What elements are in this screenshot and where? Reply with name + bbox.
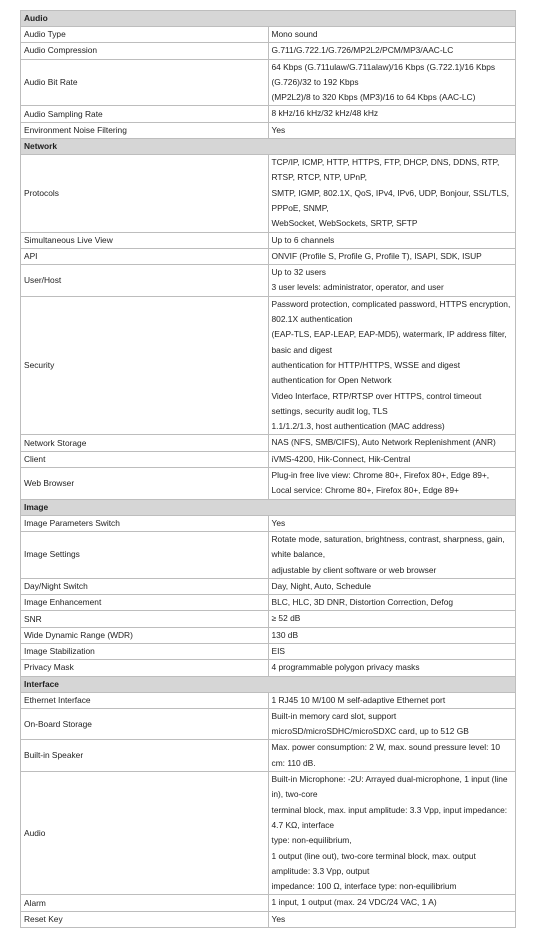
section-title: Audio	[21, 11, 516, 27]
spec-row	[21, 27, 516, 43]
spec-value-line: 8 kHz/16 kHz/32 kHz/48 kHz	[271, 108, 379, 119]
spec-label: User/Host	[21, 265, 269, 297]
spec-value	[268, 660, 516, 676]
spec-value	[268, 265, 516, 297]
specification-table	[20, 10, 516, 928]
spec-value	[268, 643, 516, 659]
spec-label: Client	[21, 451, 269, 467]
spec-row	[21, 468, 516, 500]
section-header	[21, 139, 516, 155]
spec-value-line: SMTP, IGMP, 802.1X, QoS, IPv4, IPv6, UDP, Bonjour, SSL/TLS, PPPoE, SNMP,	[271, 187, 509, 213]
spec-value-line: (EAP-TLS, EAP-LEAP, EAP-MD5), watermark, IP address filter, basic and digest	[271, 329, 507, 355]
spec-value-line: Mono sound	[271, 29, 318, 39]
spec-value-line: ONVIF (Profile S, Profile G, Profile T), ISAPI, SDK, ISUP	[271, 250, 482, 261]
spec-value	[268, 43, 516, 59]
spec-value	[268, 531, 516, 578]
spec-label: Simultaneous Live View	[21, 232, 269, 248]
spec-value-line: EIS	[271, 645, 285, 656]
spec-label: Audio Sampling Rate	[21, 106, 269, 122]
spec-value	[268, 708, 516, 740]
spec-value-line: 130 dB	[271, 629, 299, 640]
spec-value-line: Local service: Chrome 80+, Firefox 80+, Edge 89+	[271, 485, 459, 496]
spec-value-line: Yes	[271, 124, 286, 135]
spec-label: Protocols	[21, 155, 269, 232]
spec-row	[21, 708, 516, 740]
spec-label: API	[21, 248, 269, 264]
spec-value-line: Video Interface, RTP/RTSP over HTTPS, control timeout settings, security audit log, TLS	[271, 390, 482, 416]
spec-value	[268, 296, 516, 435]
spec-value-line: Up to 32 users	[271, 267, 326, 278]
spec-label: Security	[21, 296, 269, 435]
spec-row	[21, 515, 516, 531]
section-header	[21, 676, 516, 692]
spec-value-line: Built-in memory card slot, support microSD/microSDHC/microSDXC card, up to 512 GB	[271, 710, 469, 737]
spec-row	[21, 59, 516, 106]
spec-label: Image Enhancement	[21, 595, 269, 611]
spec-value-line: Yes	[271, 517, 286, 528]
spec-row	[21, 531, 516, 578]
spec-row	[21, 435, 516, 451]
spec-value	[268, 611, 516, 627]
spec-value	[268, 155, 516, 232]
spec-label: Network Storage	[21, 435, 269, 451]
spec-value	[268, 451, 516, 467]
spec-row	[21, 595, 516, 611]
spec-row	[21, 611, 516, 627]
spec-row	[21, 643, 516, 659]
spec-value-line: BLC, HLC, 3D DNR, Distortion Correction, Defog	[271, 597, 454, 608]
spec-row	[21, 106, 516, 122]
spec-value-line: Built-in Microphone: -2U: Arrayed dual-microphone, 1 input (line in), two-core	[271, 774, 508, 800]
spec-row	[21, 740, 516, 772]
spec-value	[268, 595, 516, 611]
spec-value	[268, 740, 516, 772]
spec-value-line: terminal block, max. input amplitude: 3.3 Vpp, input impedance: 4.7 KΩ, interface	[271, 804, 508, 830]
spec-value-line: Plug-in free live view: Chrome 80+, Firefox 80+, Edge 89+,	[271, 470, 490, 481]
spec-row	[21, 895, 516, 911]
spec-value	[268, 232, 516, 248]
spec-value-line: ≥ 52 dB	[271, 613, 301, 624]
spec-row	[21, 451, 516, 467]
spec-label: Day/Night Switch	[21, 578, 269, 594]
spec-row	[21, 296, 516, 435]
spec-label: Ethernet Interface	[21, 692, 269, 708]
spec-value-line: adjustable by client software or web browser	[271, 564, 437, 575]
spec-value-line: NAS (NFS, SMB/CIFS), Auto Network Replenishment (ANR)	[271, 437, 496, 448]
section-title: Image	[21, 499, 516, 515]
spec-row	[21, 232, 516, 248]
spec-value-line: 64 Kbps (G.711ulaw/G.711alaw)/16 Kbps (G.722.1)/16 Kbps (G.726)/32 to 192 Kbps	[271, 61, 496, 87]
spec-row	[21, 248, 516, 264]
spec-label: Audio Type	[21, 27, 269, 43]
spec-value	[268, 248, 516, 264]
spec-value-line: Rotate mode, saturation, brightness, contrast, sharpness, gain, white balance,	[271, 533, 505, 560]
spec-row	[21, 911, 516, 927]
spec-label: Image Settings	[21, 531, 269, 578]
spec-value	[268, 692, 516, 708]
spec-value-line: G.711/G.722.1/G.726/MP2L2/PCM/MP3/AAC-LC	[271, 45, 454, 56]
section-header	[21, 499, 516, 515]
spec-label: Image Parameters Switch	[21, 515, 269, 531]
spec-value-line: Password protection, complicated password, HTTPS encryption, 802.1X authentication	[271, 298, 511, 325]
spec-value-line: WebSocket, WebSockets, SRTP, SFTP	[271, 218, 418, 229]
section-title: Network	[21, 139, 516, 155]
spec-value-line: 4 programmable polygon privacy masks	[271, 662, 420, 673]
spec-value	[268, 106, 516, 122]
spec-label: Image Stabilization	[21, 643, 269, 659]
spec-label: Web Browser	[21, 468, 269, 500]
spec-value-line: impedance: 100 Ω, interface type: non-equilibrium	[271, 881, 457, 892]
specification-table-body	[21, 11, 516, 928]
spec-row	[21, 122, 516, 138]
spec-value-line: 1.1/1.2/1.3, host authentication (MAC address)	[271, 421, 445, 432]
spec-value	[268, 772, 516, 895]
spec-row	[21, 43, 516, 59]
spec-value-line: Up to 6 channels	[271, 234, 335, 245]
spec-value-line: 3 user levels: administrator, operator, and user	[271, 282, 444, 293]
spec-value-line: authentication for HTTP/HTTPS, WSSE and digest authentication for Open Network	[271, 359, 461, 386]
spec-value	[268, 435, 516, 451]
spec-label: Reset Key	[21, 911, 269, 927]
spec-row	[21, 660, 516, 676]
spec-value-line: 1 RJ45 10 M/100 M self-adaptive Ethernet port	[271, 694, 446, 705]
spec-label: Built-in Speaker	[21, 740, 269, 772]
spec-value-line: Day, Night, Auto, Schedule	[271, 580, 371, 591]
spec-row	[21, 692, 516, 708]
spec-value-line: 1 output (line out), two-core terminal block, max. output amplitude: 3.3 Vpp, output	[271, 850, 476, 876]
spec-value-line: 1 input, 1 output (max. 24 VDC/24 VAC, 1 A)	[271, 897, 437, 908]
spec-value-line: iVMS-4200, Hik-Connect, Hik-Central	[271, 453, 411, 464]
spec-value-line: (MP2L2)/8 to 320 Kbps (MP3)/16 to 64 Kbps (AAC-LC)	[271, 92, 476, 103]
spec-row	[21, 155, 516, 232]
spec-value	[268, 578, 516, 594]
spec-label: Audio Compression	[21, 43, 269, 59]
spec-label: Privacy Mask	[21, 660, 269, 676]
spec-row	[21, 265, 516, 297]
section-title: Interface	[21, 676, 516, 692]
spec-value	[268, 468, 516, 500]
spec-value	[268, 59, 516, 106]
spec-value-line: type: non-equilibrium,	[271, 835, 352, 846]
section-header	[21, 11, 516, 27]
spec-label: Audio Bit Rate	[21, 59, 269, 106]
spec-label: Audio	[21, 772, 269, 895]
spec-value	[268, 895, 516, 911]
spec-label: Wide Dynamic Range (WDR)	[21, 627, 269, 643]
spec-label: Environment Noise Filtering	[21, 122, 269, 138]
spec-value-line: Max. power consumption: 2 W, max. sound pressure level: 10 cm: 110 dB.	[271, 742, 501, 768]
spec-row	[21, 627, 516, 643]
spec-value	[268, 27, 516, 43]
spec-value	[268, 515, 516, 531]
spec-value	[268, 627, 516, 643]
spec-value-line: Yes	[271, 913, 286, 924]
spec-label: SNR	[21, 611, 269, 627]
spec-value	[268, 122, 516, 138]
spec-label: On-Board Storage	[21, 708, 269, 740]
spec-value-line: TCP/IP, ICMP, HTTP, HTTPS, FTP, DHCP, DNS, DDNS, RTP, RTSP, RTCP, NTP, UPnP,	[271, 157, 500, 183]
spec-label: Alarm	[21, 895, 269, 911]
spec-value	[268, 911, 516, 927]
spec-row	[21, 578, 516, 594]
spec-row	[21, 772, 516, 895]
